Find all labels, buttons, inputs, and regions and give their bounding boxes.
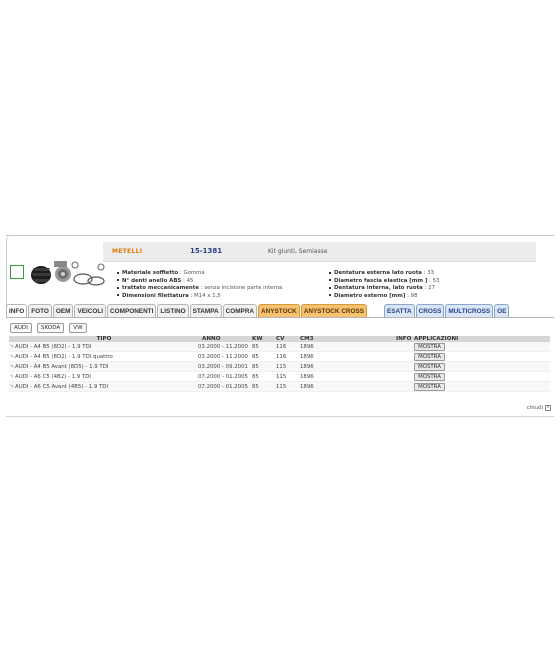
expand-arrow-icon: ✎: [10, 343, 15, 350]
tab-foto[interactable]: FOTO: [28, 304, 52, 317]
close-link[interactable]: [527, 405, 551, 411]
tab-esatta[interactable]: ESATTA: [384, 304, 415, 317]
spec-row: Materiale soffietto : Gomma: [117, 270, 282, 278]
product-header: [103, 242, 536, 262]
tab-multicross[interactable]: MULTICROSS: [445, 304, 493, 317]
table-body: [9, 342, 550, 392]
tab-listino[interactable]: LISTINO: [157, 304, 188, 317]
spec-row: trattato meccanicamente : senza incisione parte interna: [117, 285, 282, 293]
cell-cm3: 1896: [300, 353, 314, 360]
tab-content: [6, 317, 554, 403]
expand-arrow-icon: ✎: [10, 383, 15, 390]
expand-arrow-icon: ✎: [10, 373, 15, 380]
spec-row: Dentatura interna, lato ruota : 27: [329, 285, 439, 293]
col-info: INFO: [396, 336, 412, 342]
col-anno[interactable]: ANNO: [202, 336, 221, 342]
vehicle-table: [9, 336, 550, 392]
cell-cv: 116: [276, 353, 287, 360]
select-checkbox[interactable]: [10, 265, 24, 279]
product-description: Kit giunti, Semiasse: [268, 248, 328, 255]
table-row[interactable]: [9, 382, 550, 392]
mostra-button[interactable]: MOSTRA: [414, 343, 445, 351]
col-tipo[interactable]: TIPO: [96, 336, 112, 342]
cell-kw: 85: [252, 363, 259, 370]
brand-name: METELLI: [112, 248, 143, 255]
tab-anystock[interactable]: ANYSTOCK: [258, 304, 300, 317]
tab-bar-left: [6, 304, 367, 317]
cell-anno: 07.2000 - 01.2005: [198, 373, 248, 380]
spec-row: Dimensioni filettatura : M14 x 1,5: [117, 293, 282, 301]
cell-kw: 85: [252, 353, 259, 360]
specs-left: [117, 270, 282, 300]
product-code[interactable]: 15-1381: [190, 247, 223, 255]
spec-row: N° denti anello ABS : 45: [117, 278, 282, 286]
table-row[interactable]: [9, 352, 550, 362]
product-panel: [6, 235, 554, 418]
col-applicazioni: APPLICAZIONI: [414, 336, 459, 342]
cell-tipo: AUDI - A6 C5 Avant (4B5) - 1.9 TDI: [15, 383, 109, 390]
table-row[interactable]: [9, 362, 550, 372]
cell-anno: 03.2000 - 09.2001: [198, 363, 248, 370]
spec-row: Dentatura esterna lato ruota : 33: [329, 270, 439, 278]
cell-kw: 85: [252, 373, 259, 380]
brand-button-audi[interactable]: AUDI: [10, 323, 32, 333]
cell-tipo: AUDI - A4 B5 (8D2) - 1.9 TDI: [15, 343, 92, 350]
expand-arrow-icon: ✎: [10, 353, 15, 360]
cell-tipo: AUDI - A4 B5 Avant (8D5) - 1.9 TDI: [15, 363, 109, 370]
col-cv[interactable]: CV: [276, 336, 285, 342]
cell-anno: 03.2000 - 11.2000: [198, 353, 248, 360]
cell-cv: 115: [276, 363, 287, 370]
brand-filter: [10, 323, 87, 333]
cell-kw: 85: [252, 383, 259, 390]
tab-info[interactable]: INFO: [6, 304, 27, 317]
spec-row: Diametro fascia elastica [mm ] : 53: [329, 278, 439, 286]
spec-row: Diametro esterno [mm] : 98: [329, 293, 439, 301]
brand-button-vw[interactable]: VW: [69, 323, 86, 333]
close-icon[interactable]: ×: [546, 405, 550, 410]
panel-bottom-divider: [6, 416, 554, 417]
mostra-button[interactable]: MOSTRA: [414, 353, 445, 361]
expand-arrow-icon: ✎: [10, 363, 15, 370]
tab-veicoli[interactable]: VEICOLI: [74, 304, 106, 317]
col-kw[interactable]: KW: [252, 336, 263, 342]
cell-cv: 115: [276, 373, 287, 380]
table-row[interactable]: [9, 342, 550, 352]
cell-tipo: AUDI - A6 C5 (4B2) - 1.9 TDI: [15, 373, 91, 380]
tab-stampa[interactable]: STAMPA: [190, 304, 222, 317]
cell-tipo: AUDI - A4 B5 (8D2) - 1.9 TDI quattro: [15, 353, 113, 360]
tab-cross[interactable]: CROSS: [416, 304, 445, 317]
cell-kw: 85: [252, 343, 259, 350]
cell-cm3: 1896: [300, 383, 314, 390]
table-row[interactable]: [9, 372, 550, 382]
col-cm3[interactable]: CM3: [300, 336, 314, 342]
table-header: [9, 336, 550, 342]
tab-oem[interactable]: OEM: [53, 304, 74, 317]
tab-bar-right: [384, 304, 509, 317]
mostra-button[interactable]: MOSTRA: [414, 383, 445, 391]
cell-cm3: 1896: [300, 363, 314, 370]
tab-anystock-cross[interactable]: ANYSTOCK CROSS: [301, 304, 367, 317]
mostra-button[interactable]: MOSTRA: [414, 373, 445, 381]
cell-cm3: 1896: [300, 343, 314, 350]
mostra-button[interactable]: MOSTRA: [414, 363, 445, 371]
cv-joint-kit-image[interactable]: [28, 253, 108, 293]
tab-oe[interactable]: OE: [494, 304, 509, 317]
specs-right: [329, 270, 439, 300]
cell-cv: 115: [276, 383, 287, 390]
brand-button-skoda[interactable]: SKODA: [37, 323, 64, 333]
cell-anno: 07.2000 - 01.2005: [198, 383, 248, 390]
close-label: chiudi: [526, 405, 543, 411]
cell-cv: 116: [276, 343, 287, 350]
cell-anno: 03.2000 - 11.2000: [198, 343, 248, 350]
tab-componenti[interactable]: COMPONENTI: [107, 304, 156, 317]
tab-compra[interactable]: COMPRA: [223, 304, 257, 317]
cell-cm3: 1896: [300, 373, 314, 380]
